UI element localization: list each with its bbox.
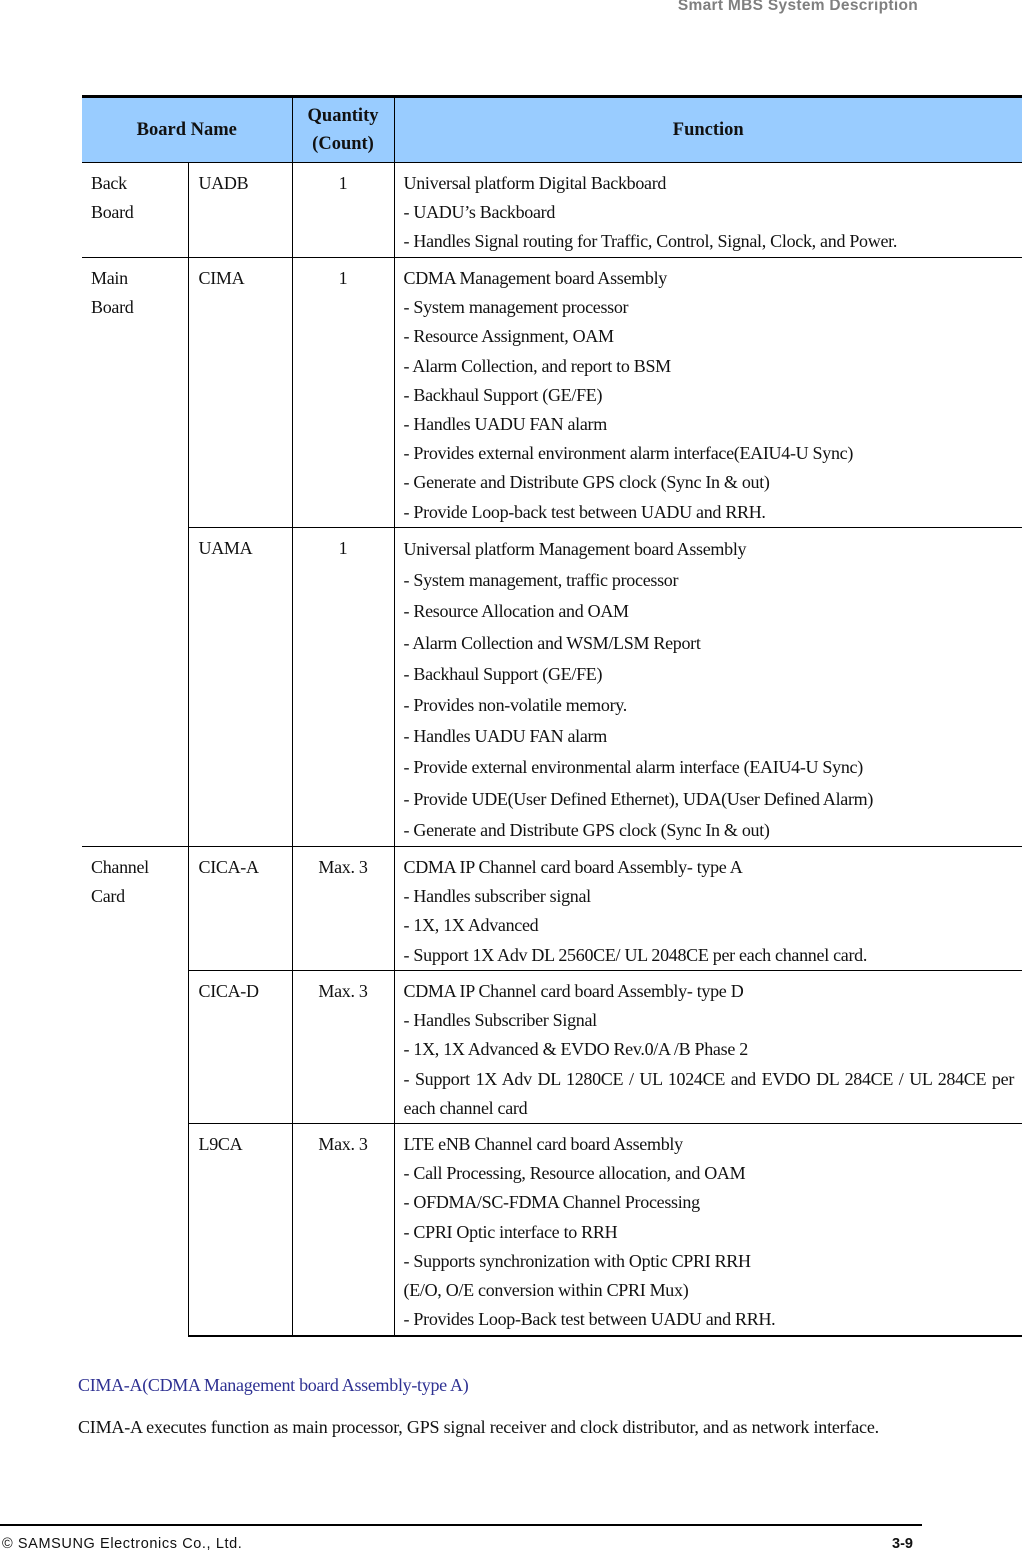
header-quantity-line2: (Count) bbox=[312, 134, 374, 154]
function-line: - Provides Loop-Back test between UADU and RRH. bbox=[403, 1309, 776, 1330]
function-line: - Resource Assignment, OAM bbox=[403, 326, 614, 347]
header-board-name: Board Name bbox=[82, 97, 292, 163]
function-line: - Provides external environment alarm interface(EAIU4-U Sync) bbox=[403, 443, 854, 464]
quantity-l9ca: Max. 3 bbox=[292, 1124, 394, 1336]
section-title: CIMA-A(CDMA Management board Assembly-type A) bbox=[78, 1375, 469, 1395]
footer-divider bbox=[0, 1524, 922, 1526]
board-name-uama: UAMA bbox=[188, 528, 292, 847]
function-line: (E/O, O/E conversion within CPRI Mux) bbox=[403, 1280, 689, 1301]
function-line: - Generate and Distribute GPS clock (Sync In & out) bbox=[403, 472, 770, 493]
group-label-line2: Card bbox=[91, 886, 125, 907]
quantity-cica-d: Max. 3 bbox=[292, 971, 394, 1124]
function-line: - Support 1X Adv DL 2560CE/ UL 2048CE per each channel card. bbox=[403, 944, 868, 965]
page-number: 3-9 bbox=[892, 1536, 913, 1552]
function-line: - Provide external environmental alarm interface (EAIU4-U Sync) bbox=[403, 757, 863, 778]
group-main-board bbox=[82, 258, 188, 847]
table-row bbox=[82, 847, 1022, 971]
table-row bbox=[82, 258, 1022, 528]
function-line: CDMA Management board Assembly bbox=[403, 268, 667, 288]
header-quantity-line1: Quantity bbox=[307, 106, 379, 126]
group-back-board bbox=[82, 163, 188, 258]
group-label-line1: Main bbox=[91, 268, 128, 288]
function-line: - Handles Signal routing for Traffic, Control, Signal, Clock, and Power. bbox=[403, 231, 898, 252]
running-header: Smart MBS System Description bbox=[677, 0, 918, 14]
function-line: - Provide Loop-back test between UADU and RRH. bbox=[403, 501, 766, 522]
group-label-line2: Board bbox=[91, 202, 134, 223]
footer-copyright: © SAMSUNG Electronics Co., Ltd. bbox=[2, 1536, 243, 1552]
board-name-cica-a: CICA-A bbox=[188, 847, 292, 971]
quantity-uadb: 1 bbox=[292, 163, 394, 258]
table-row bbox=[82, 528, 1022, 847]
section-body: CIMA-A executes function as main processor, GPS signal receiver and clock distributor, and as network interface. bbox=[78, 1417, 879, 1437]
function-line: CDMA IP Channel card board Assembly- type D bbox=[403, 981, 744, 1002]
function-line: - Handles Subscriber Signal bbox=[403, 1010, 597, 1031]
function-line: - System management processor bbox=[403, 297, 629, 318]
function-line: LTE eNB Channel card board Assembly bbox=[403, 1134, 683, 1155]
board-name-cima: CIMA bbox=[188, 258, 292, 528]
group-channel-card bbox=[82, 847, 188, 1336]
function-cica-d bbox=[394, 971, 1022, 1124]
function-line: - Provides non-volatile memory. bbox=[403, 695, 628, 716]
function-line: - Backhaul Support (GE/FE) bbox=[403, 663, 603, 684]
table-header-row bbox=[82, 97, 1022, 163]
function-line: - Generate and Distribute GPS clock (Sync In & out) bbox=[403, 819, 770, 840]
group-label-line1: Back bbox=[91, 173, 127, 193]
board-name-cica-d: CICA-D bbox=[188, 971, 292, 1124]
group-label-line1: Channel bbox=[91, 857, 149, 878]
function-line: - Handles UADU FAN alarm bbox=[403, 414, 607, 435]
function-l9ca bbox=[394, 1124, 1022, 1336]
function-line: - CPRI Optic interface to RRH bbox=[403, 1221, 618, 1242]
function-line: - Supports synchronization with Optic CPRI RRH bbox=[403, 1250, 751, 1271]
table-row bbox=[82, 971, 1022, 1124]
function-line: - 1X, 1X Advanced & EVDO Rev.0/A /B Phase 2 bbox=[403, 1039, 748, 1060]
function-uama bbox=[394, 528, 1022, 847]
function-line: - OFDMA/SC-FDMA Channel Processing bbox=[403, 1192, 700, 1213]
function-uadb bbox=[394, 163, 1022, 258]
table-row bbox=[82, 1124, 1022, 1336]
board-name-uadb: UADB bbox=[188, 163, 292, 258]
function-line: - 1X, 1X Advanced bbox=[403, 915, 539, 936]
function-line: - Alarm Collection and WSM/LSM Report bbox=[403, 632, 701, 653]
function-line: - Backhaul Support (GE/FE) bbox=[403, 384, 603, 405]
function-line: - System management, traffic processor bbox=[403, 570, 679, 591]
function-line: - Support 1X Adv DL 1280CE / UL 1024CE and EVDO DL 284CE / UL 284CE per each channel card bbox=[403, 1068, 1015, 1118]
function-line: Universal platform Digital Backboard bbox=[403, 173, 667, 193]
function-line: - UADU’s Backboard bbox=[403, 202, 556, 223]
quantity-cima: 1 bbox=[292, 258, 394, 528]
quantity-uama: 1 bbox=[292, 528, 394, 847]
function-cica-a bbox=[394, 847, 1022, 971]
function-line: CDMA IP Channel card board Assembly- type A bbox=[403, 857, 743, 878]
group-label-line2: Board bbox=[91, 297, 134, 318]
board-table bbox=[82, 95, 1022, 1337]
header-function: Function bbox=[672, 120, 744, 140]
function-line: - Resource Allocation and OAM bbox=[403, 601, 629, 622]
function-line: Universal platform Management board Assembly bbox=[403, 539, 747, 559]
function-cima bbox=[394, 258, 1022, 528]
function-line: - Call Processing, Resource allocation, and OAM bbox=[403, 1163, 746, 1184]
quantity-cica-a: Max. 3 bbox=[292, 847, 394, 971]
function-line: - Handles subscriber signal bbox=[403, 886, 591, 907]
function-line: - Handles UADU FAN alarm bbox=[403, 726, 607, 747]
header-quantity bbox=[292, 97, 394, 163]
function-line: - Provide UDE(User Defined Ethernet), UDA(User Defined Alarm) bbox=[403, 788, 874, 809]
board-name-l9ca: L9CA bbox=[188, 1124, 292, 1336]
function-line: - Alarm Collection, and report to BSM bbox=[403, 355, 671, 376]
table-row bbox=[82, 163, 1022, 258]
